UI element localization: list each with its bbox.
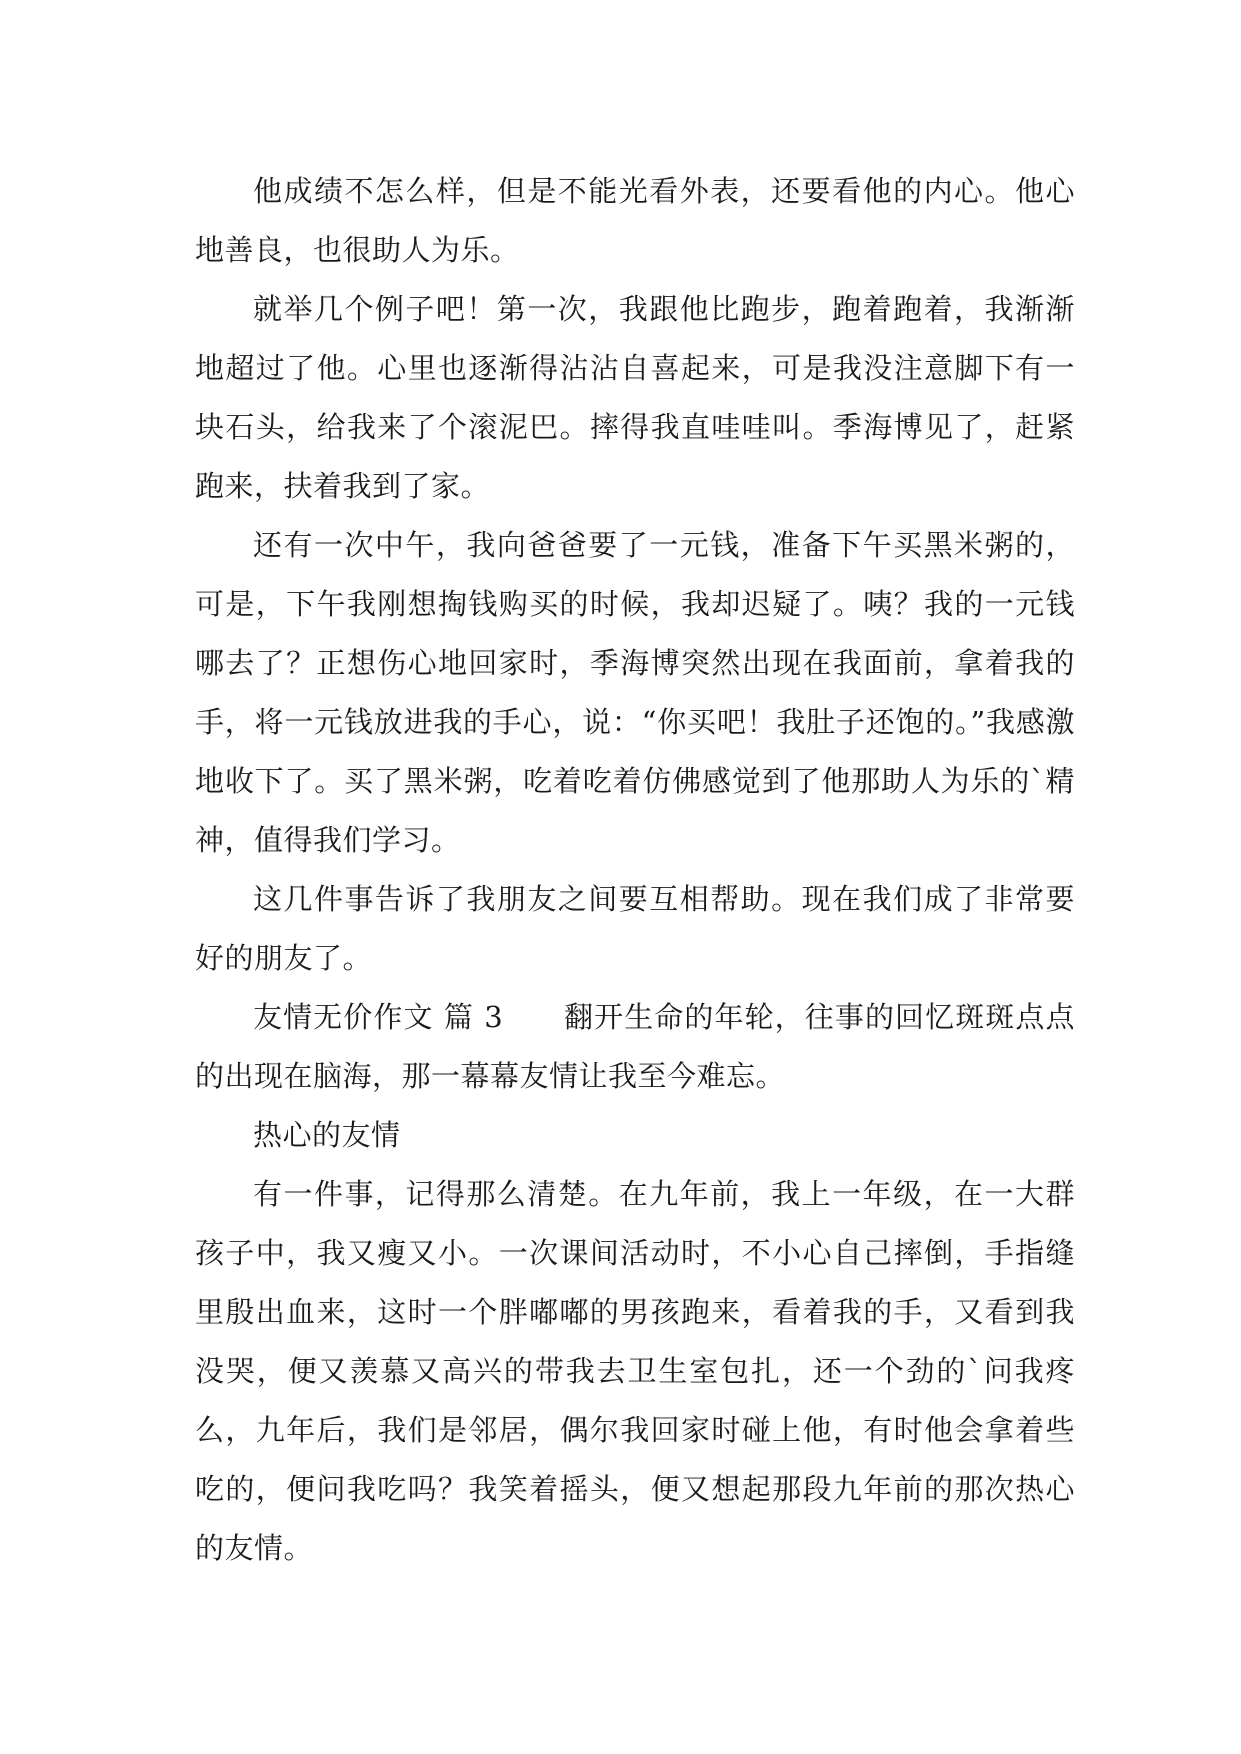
paragraph-1: 他成绩不怎么样，但是不能光看外表，还要看他的内心。他心地善良，也很助人为乐。 <box>195 174 1075 267</box>
paragraph-final: 有一件事，记得那么清楚。在九年前，我上一年级，在一大群孩子中，我又瘦又小。一次课间活动时，不小心自己摔倒，手指缝里殷出血来，这时一个胖嘟嘟的男孩跑来，看着我的手，又看到我没哭，便又羡慕又高兴的带我去卫生室包扎，还一个劲的`问我疼么，九年后，我们是邻居，偶尔我回家时碰上他，有时他会拿着些吃的，便问我吃吗？我笑着摇头，便又想起那段九年前的那次热心的友情。 <box>195 1177 1075 1565</box>
paragraph-4: 这几件事告诉了我朋友之间要互相帮助。现在我们成了非常要好的朋友了。 <box>195 882 1075 975</box>
paragraph-3: 还有一次中午，我向爸爸要了一元钱，准备下午买黑米粥的，可是，下午我刚想掏钱购买的时候，我却迟疑了。咦？我的一元钱哪去了？正想伤心地回家时，季海博突然出现在我面前，拿着我的手，将一元钱放进我的手心，说：“你买吧！我肚子还饱的。”我感激地收下了。买了黑米粥，吃着吃着仿佛感觉到了他那助人为乐的`精神，值得我们学习。 <box>195 528 1075 857</box>
section-subheading: 热心的友情 <box>253 1118 401 1152</box>
paragraph-2: 就举几个例子吧！第一次，我跟他比跑步，跑着跑着，我渐渐地超过了他。心里也逐渐得沾沾自喜起来，可是我没注意脚下有一块石头，给我来了个滚泥巴。摔得我直哇哇叫。季海博见了，赶紧跑来，扶着我到了家。 <box>195 292 1075 503</box>
paragraph-5-essay-3-intro: 友情无价作文 篇 3 翻开生命的年轮，往事的回忆斑斑点点的出现在脑海，那一幕幕友情让我至今难忘。 <box>195 1000 1075 1093</box>
document-body <box>195 162 1075 1578</box>
